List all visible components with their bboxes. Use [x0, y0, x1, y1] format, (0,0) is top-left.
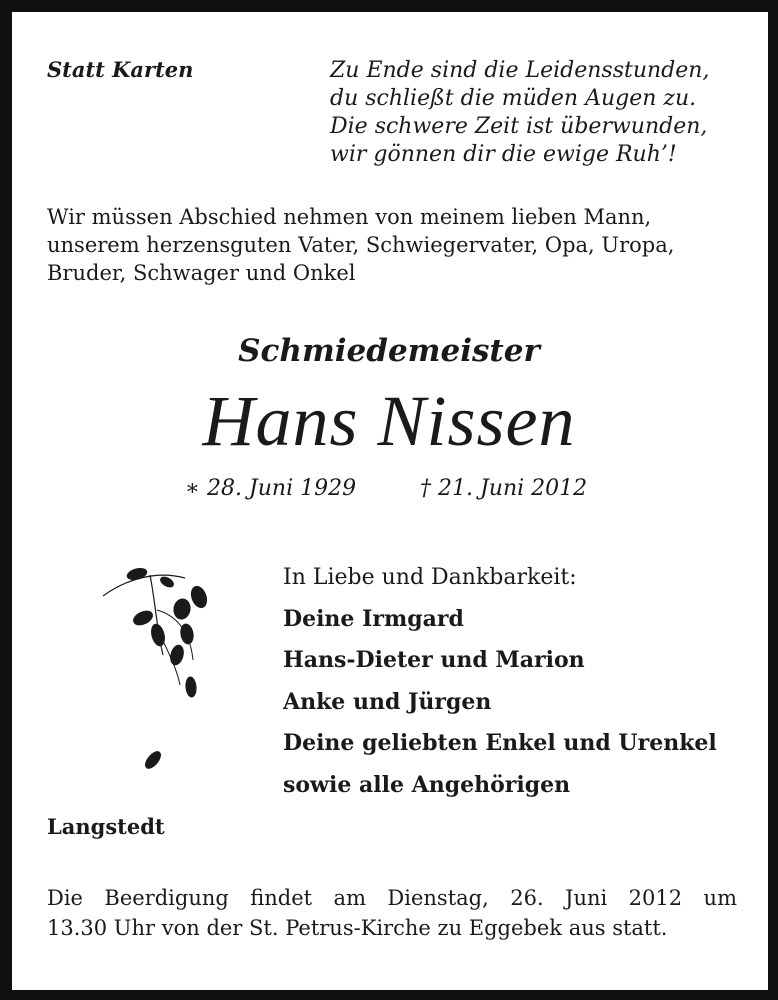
deceased-title: Schmiedemeister [238, 333, 540, 369]
poem [330, 57, 750, 169]
mourner-name: Hans-Dieter und Marion [283, 647, 585, 673]
poem-line: Zu Ende sind die Leidensstunden, [330, 58, 710, 83]
mourner-name: Deine geliebten Enkel und Urenkel [283, 730, 717, 756]
mourners-list [283, 557, 717, 806]
intro-line: Wir müssen Abschied nehmen von meinem lieben Mann, [47, 205, 652, 229]
death-date: † 21. Juni 2012 [420, 476, 588, 501]
place-name: Langstedt [47, 814, 165, 839]
mourner-name: Deine Irmgard [283, 605, 464, 632]
mourner-name: sowie alle Angehörigen [283, 771, 571, 798]
mourner-name: Anke und Jürgen [283, 688, 492, 715]
falling-leaves-icon [95, 560, 220, 789]
mourners-heading: In Liebe und Dankbarkeit: [283, 565, 577, 590]
deceased-name: Hans Nissen [202, 381, 576, 461]
intro-line: unserem herzensguten Vater, Schwiegervater, Opa, Uropa, [47, 233, 675, 257]
intro-text [47, 203, 747, 287]
funeral-notice [47, 883, 737, 943]
poem-line: Die schwere Zeit ist überwunden, [330, 114, 708, 139]
statt-karten-label: Statt Karten [47, 57, 194, 82]
poem-line: wir gönnen dir die ewige Ruh’! [330, 142, 677, 167]
funeral-line: Die Beerdigung findet am Dienstag, 26. Juni 2012 um [47, 886, 737, 910]
funeral-line: 13.30 Uhr von der St. Petrus-Kirche zu Eggebek aus statt. [47, 916, 668, 940]
intro-line: Bruder, Schwager und Onkel [47, 261, 356, 285]
poem-line: du schließt die müden Augen zu. [330, 86, 697, 111]
birth-date: ∗ 28. Juni 1929 [185, 476, 357, 501]
